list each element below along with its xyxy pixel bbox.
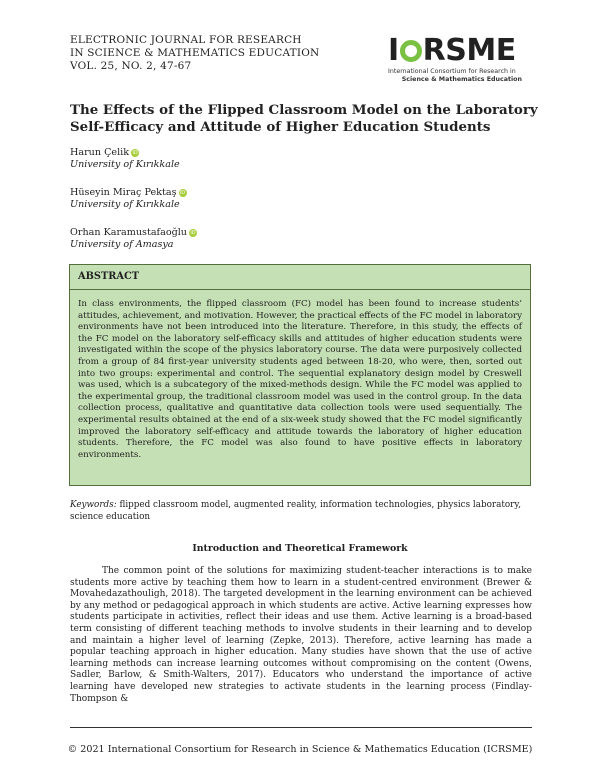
author-affiliation: University of Amasya [70, 239, 174, 250]
journal-name-line2: IN SCIENCE & MATHEMATICS EDUCATION [70, 47, 320, 59]
abstract-heading: ABSTRACT [70, 265, 530, 290]
author-name: Hüseyin Miraç Pektaş [70, 187, 177, 198]
journal-header [70, 34, 319, 73]
journal-name-line1: ELECTRONIC JOURNAL FOR RESEARCH [70, 34, 302, 46]
orcid-icon[interactable]: iD [179, 190, 186, 196]
author-name: Harun Çelik [70, 147, 130, 158]
logo-wordmark [388, 33, 528, 68]
keywords-label: Keywords: [70, 500, 117, 510]
author-affiliation: University of Kırıkkale [70, 159, 180, 170]
journal-volume: VOL. 25, NO. 2, 47-67 [70, 60, 192, 72]
author-1 [70, 147, 180, 171]
logo-subtitle-1: International Consortium for Research in [388, 68, 516, 75]
copyright-footer: © 2021 International Consortium for Research in Science & Mathematics Education (ICRSME) [67, 744, 533, 755]
orcid-icon[interactable]: iD [190, 230, 196, 236]
logo-text-left: I [388, 33, 399, 68]
icrsme-logo [388, 33, 528, 84]
body-text [70, 566, 532, 705]
author-name: Orhan Karamustafaoğlu [70, 227, 187, 238]
footer-divider [70, 727, 532, 728]
author-2 [70, 187, 187, 211]
logo-text-right: RSME [422, 33, 516, 68]
keywords [70, 500, 532, 523]
author-affiliation: University of Kırıkkale [70, 199, 180, 210]
orcid-icon[interactable]: iD [132, 150, 138, 156]
paper-title: The Effects of the Flipped Classroom Model on the Laboratory Self-Efficacy and Attitude of Higher Education Students [70, 102, 538, 135]
abstract-text: In class environments, the flipped classroom (FC) model has been found to increase students’ attitudes, achievement, and motivation. However, the practical effects of the FC model in laboratory environments have not been introduced into the literature. Therefore, in this study, the effects of the FC model on the laboratory self-efficacy skills and attitudes of higher education students were investigated within the scope of the physics laboratory course. The data were purposively collected from a group of 84 first-year university students aged between 18-20, who were, then, sorted out into two groups: experimental and control. The sequential explanatory design model by Creswell was used, which is a subcategory of the mixed-methods design. While the FC model was applied to the experimental group, the traditional classroom model was used in the control group. In the data collection process, qualitative and quantitative data collection tools were used sequentially. The experimental results obtained at the end of a six-week study showed that the FC model significantly improved the laboratory self-efficacy and attitude towards the laboratory of higher education students. Therefore, the FC model was also found to have positive effects in laboratory environments. [78, 299, 522, 460]
abstract-box [69, 264, 531, 486]
logo-subtitle-2: Science & Mathematics Education [401, 76, 522, 83]
section-heading: Introduction and Theoretical Framework [192, 543, 408, 554]
logo-ring-icon [400, 40, 422, 62]
author-3 [70, 227, 197, 251]
body-paragraph: The common point of the solutions for maximizing student-teacher interactions is to make students more active by teaching them how to learn in a student-centred environment (Brewer & Movahedazathouligh, 2018). The targeted development in the learning environment can be achieved by any method or pedagogical approach in which students are active. Active learning expresses how students participate in activities, reflect their ideas and use them. Active learning is a broad-based term consisting of different teaching methods to involve students in their learning and to develop and maintain a higher level of learning (Zepke, 2013). Therefore, active learning has made a popular teaching approach in higher education. Many studies have shown that the use of active learning methods can increase learning outcomes without compromising on the content (Owens, Sadler, Barlow, & Smith-Walters, 2017). Educators who understand the importance of active learning have developed new strategies to activate students in the learning process (Findlay-Thompson & [70, 566, 532, 704]
keywords-text: flipped classroom model, augmented reality, information technologies, physics laboratory, science education [70, 500, 521, 522]
